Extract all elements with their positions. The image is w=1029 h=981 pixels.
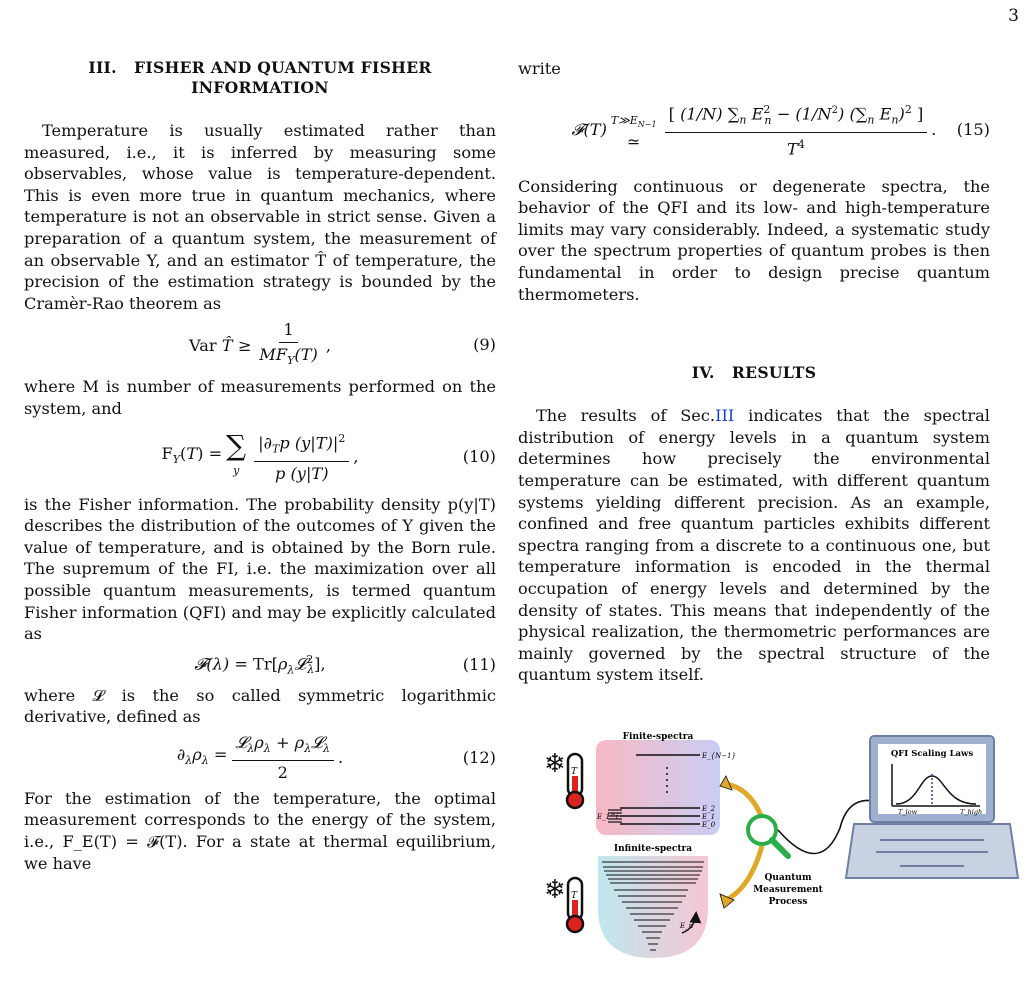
thermometer-icon — [544, 875, 583, 932]
equation-number: (9) — [473, 335, 496, 355]
equation-number: (12) — [462, 748, 496, 768]
axis-label: T_high — [960, 808, 983, 816]
equation-10: $F_Y(T)$ = ∑ y $\frac{|\partial_Tp (y|T)|^2}{p (y|T)}$ , (10) — [161, 428, 496, 484]
level-label: E_n — [680, 922, 694, 930]
degenerate-label: E_1^i — [597, 813, 619, 821]
paragraph: where 𝓛 is the so called symmetric logarithmic derivative, defined as — [24, 685, 496, 727]
finite-spectra-label: Finite-spectra — [622, 732, 694, 742]
svg-text:T: T — [571, 891, 578, 901]
axis-label: T_low — [898, 808, 918, 816]
equation-15: 𝓕(T) $T≫E_{N-1}$ ≃ $\frac{[ (1/N) \sum_n E^2_n - (1/N^2) (\sum_n E_n)^2 ]}{T^4}$ . (15) — [518, 88, 990, 172]
process-label: Measurement — [753, 885, 823, 895]
process-label: Process — [768, 897, 808, 907]
svg-text:❄: ❄ — [544, 875, 566, 905]
paragraph: is the Fisher information. The probability density p(y|T) describes the distribution of the outcomes of Y given the value of temperature, and is obtained by the Born rule. The supremum of the FI, i.e. the maximization over all possible quantum measurements, is termed quantum Fisher information (QFI) and may be explicitly calculated as — [24, 494, 496, 644]
section-link[interactable]: III — [715, 406, 735, 426]
svg-text:T: T — [571, 767, 578, 777]
section-heading-iv: IV. RESULTS — [691, 363, 817, 383]
level-label: E_2 — [702, 805, 716, 813]
section-heading-iii: III. FISHER AND QUANTUM FISHER INFORMATION — [88, 58, 432, 97]
left-column — [24, 58, 496, 874]
svg-text:❄: ❄ — [544, 749, 566, 779]
equation-number: (10) — [462, 446, 496, 466]
level-label: E_0 — [702, 821, 716, 829]
paragraph: Temperature is usually estimated rather than measured, i.e., it is inferred by measuring some observables, whose value is temperature-dependent. This is even more true in quantum mechanics, where temperature is not an observable in strict sense. Given a preparation of a quantum system, the measurement of an observable Y, and an estimator T̂ of temperature, the precision of the estimation strategy is bounded by the Cramèr-Rao theorem as — [24, 121, 496, 313]
figure-schematic — [540, 728, 1020, 968]
equation-12: $\partial_\lambda\rho_\lambda$ = $\frac{𝓛_\lambda\rho_\lambda + \rho_\lambda 𝓛_\lambda}{2}$ . (12) — [176, 732, 496, 783]
equation-number: (11) — [462, 654, 496, 674]
infinite-spectra-label: Infinite-spectra — [613, 844, 693, 854]
paragraph: where M is number of measurements performed on the system, and — [24, 377, 496, 418]
paragraph: Considering continuous or degenerate spectra, the behavior of the QFI and its low- and high-temperature limits may vary considerably. Indeed, a systematic study over the spectrum properties of quantum probes is then fundamental in order to design precise quantum thermometers. — [518, 176, 990, 304]
screen-title: QFI Scaling Laws — [890, 749, 974, 759]
right-column — [518, 58, 990, 686]
equation-11: 𝓕(λ) = $Tr[\rho_\lambda 𝓛^2_\lambda]$, (11) — [194, 652, 496, 677]
equation-9: Var T̂ ≥ $\frac{1}{MF_Y(T)}$ , (9) — [189, 320, 496, 367]
process-label: Quantum — [764, 873, 812, 883]
magnifier-icon — [748, 816, 788, 856]
equation-number: (15) — [956, 119, 990, 139]
page-number: 3 — [1008, 6, 1019, 26]
thermometer-icon — [544, 749, 583, 808]
level-label: E_1 — [702, 813, 716, 821]
level-label: E_{N−1} — [702, 752, 736, 760]
paragraph: write — [518, 59, 561, 78]
paragraph: For the estimation of the temperature, the optimal measurement corresponds to the energy of the system, i.e., F_E(T) = 𝓕(T). For a state at thermal equilibrium, we have — [24, 788, 496, 873]
paragraph: The results of Sec.III indicates that the spectral distribution of energy levels in a quantum system determines how precisely the environmental temperature can be estimated, with different quantum systems yielding different precision. As an example, confined and free quantum particles exhibits different spectra ranging from a discrete to a continuous one, but temperature information is encoded in the thermal occupation of energy levels and determined by the density of states. This means that independently of the physical realization, the thermometric performances are mainly governed by the spectral structure of the quantum system itself. — [518, 406, 990, 685]
